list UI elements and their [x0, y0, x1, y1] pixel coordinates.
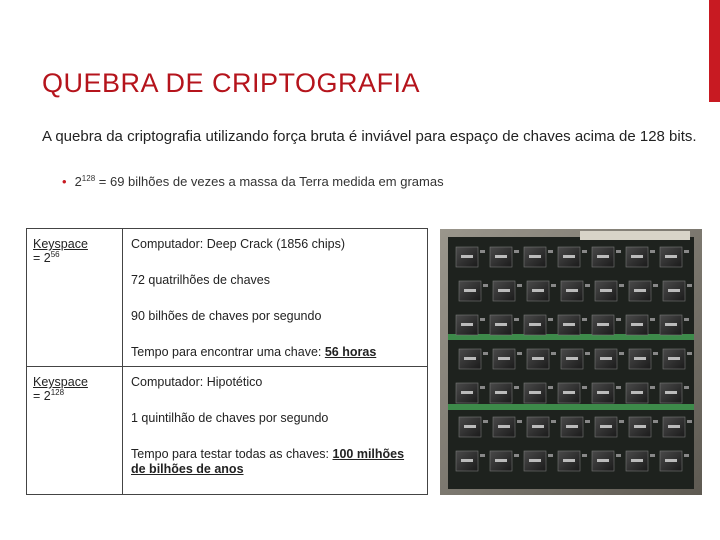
- time-prefix: Tempo para encontrar uma chave:: [131, 345, 325, 359]
- desc-line: Computador: Deep Crack (1856 chips): [131, 237, 345, 251]
- description-cell: [123, 229, 428, 367]
- desc-time-line: [131, 447, 419, 477]
- keyspace-cell: [27, 229, 123, 367]
- intro-text: A quebra da criptografia utilizando força bruta é inviável para espaço de chaves acima de 128 bits.: [42, 128, 697, 145]
- bullet-exponent: 128: [81, 174, 96, 183]
- desc-time-line: [131, 345, 419, 360]
- table-row: [27, 229, 428, 367]
- keyspace-exponent: 56: [50, 250, 60, 259]
- accent-bar: [709, 0, 720, 102]
- desc-line: 90 bilhões de chaves por segundo: [131, 309, 322, 323]
- desc-line: 1 quintilhão de chaves por segundo: [131, 411, 329, 425]
- time-prefix: Tempo para testar todas as chaves:: [131, 447, 333, 461]
- time-emphasis: 56 horas: [324, 345, 377, 359]
- slide-title: QUEBRA DE CRIPTOGRAFIA: [42, 68, 421, 98]
- bullet-dot-icon: •: [62, 174, 67, 189]
- desc-line: 72 quatrilhões de chaves: [131, 273, 270, 287]
- keyspace-prefix: = 2: [33, 389, 51, 403]
- time-emphasis: 100 milhões de bilhões de anos: [131, 447, 405, 476]
- keyspace-label: Keyspace: [33, 237, 88, 251]
- keyspace-cell: [27, 367, 123, 495]
- bullet-base: 2: [74, 174, 82, 189]
- keyspace-label: Keyspace: [33, 375, 88, 389]
- keyspace-table: [26, 228, 428, 495]
- circuit-board-photo: [440, 229, 702, 495]
- table-row: [27, 367, 428, 495]
- desc-line: Computador: Hipotético: [131, 375, 263, 389]
- description-cell: [123, 367, 428, 495]
- keyspace-prefix: = 2: [33, 251, 51, 265]
- bullet-item: [62, 174, 444, 189]
- keyspace-exponent: 128: [50, 388, 65, 397]
- bullet-text: = 69 bilhões de vezes a massa da Terra medida em gramas: [95, 174, 444, 189]
